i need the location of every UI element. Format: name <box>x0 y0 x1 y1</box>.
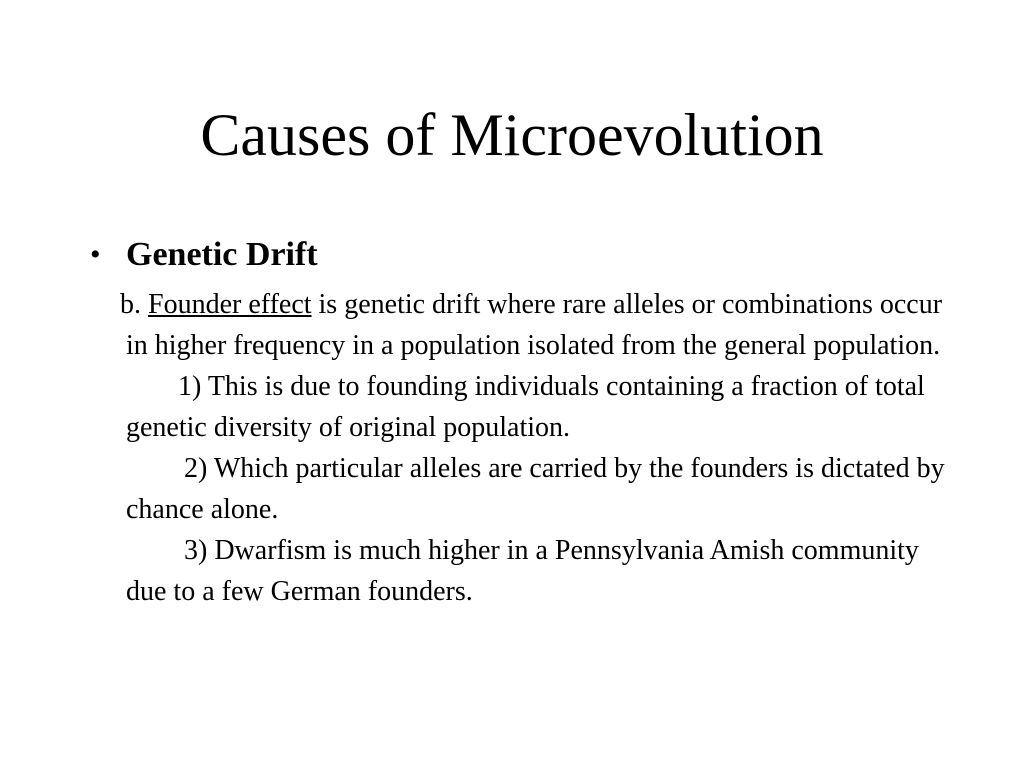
slide-title: Causes of Microevolution <box>200 102 824 168</box>
body-text <box>120 284 946 612</box>
founder-effect-paragraph <box>120 284 946 366</box>
paragraph-rest: is genetic drift where rare alleles or combinations occur in higher frequency in a population isolated from the general population. <box>126 289 943 361</box>
bullet-icon: • <box>90 238 101 271</box>
sub-item-1: 1) This is due to founding individuals containing a fraction of total genetic diversity of original population. <box>126 371 925 443</box>
sub-item-3: 3) Dwarfism is much higher in a Pennsylvania Amish community due to a few German founders. <box>126 535 919 607</box>
founder-effect-term: Founder effect <box>148 289 312 320</box>
sub-item-2: 2) Which particular alleles are carried by the founders is dictated by chance alone. <box>126 453 945 525</box>
paragraph-prefix: b. <box>120 289 148 320</box>
bullet-item <box>90 233 950 277</box>
bullet-heading: Genetic Drift <box>126 236 318 273</box>
